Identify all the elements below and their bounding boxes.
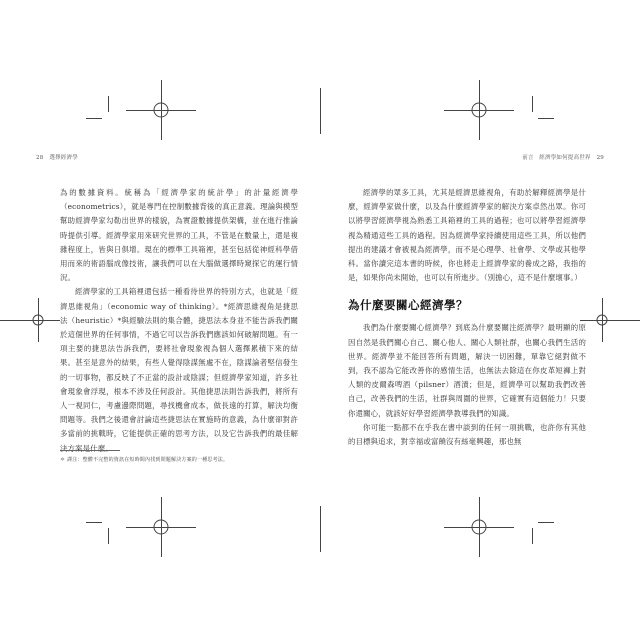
right-page-body <box>348 186 586 449</box>
paragraph: 為的數據資料。統稱為「經濟學家的統計學」的計量經濟學（econometrics），就是專門在控制數據背後的真正意義。理論與模型幫助經濟學家勾勒出世界的樣貌，為實證數據提供架構，並在進行推論時提供引導。經濟學家用來研究世界的工具，不管是在數量上，還是複雜程度上，皆與日俱增。現在的標準工具箱裡，甚至包括從神經科學借用而來的術語腦成像技術，讓我們可以在大腦做選擇時窺探它的運行情況。 <box>60 188 298 283</box>
footnote: ＊ 譯注：整體不完整的資訊在短時間內找到問題解決方案的一種思考法。 <box>60 457 229 463</box>
left-running-header <box>36 153 78 161</box>
right-header-title: 前言 經濟學如何提高世界 <box>522 155 591 161</box>
footnote-divider <box>60 450 120 451</box>
right-running-header <box>522 153 604 161</box>
section-heading: 為什麼要關心經濟學？ <box>348 298 468 313</box>
paragraph: 我們為什麼要關心經濟學？到底為什麼要關注經濟學？最明顯的原因自然是我們關心自己、關心他人、關心人類社群，也關心我們生活的世界。經濟學並不能回答所有問題，解決一切困難，單靠它絕對做不到，我不認為它能改善你的感情生活，也無法去除這在你皮革短褲上對人類的皮爾森啤酒（pilsner）酒漬；但是，經濟學可以幫助我們改善自己，改善我們的生活，社群與周圍的世界，它確實有這個能力！只要你還關心，就該好好學習經濟學教導我們的知識。 <box>348 323 586 418</box>
left-header-title: 選擇經濟學 <box>49 155 78 161</box>
paragraph: 經濟學家的工具箱裡還包括一種看待世界的特別方式，也就是「經濟思維視角」（economic way of thinking）。*經濟思維視角是捷思法（heuristic）*與經驗法則的集合體，捷思法本身並不能告訴我們關於這個世界的任何事情，不過它可以告訴我們應該如何破解問題。有一項主要的捷思法告訴我們，要將社會現象視為個人選擇累積下來的結果。甚至是意外的結果，有些人覺得陰謀無處不在，陰謀論者堅信發生的一切事物，都反映了不正當的設計或陰謀；但經濟學家知道，許多社會現象會浮現，根本不涉及任何設計。其他捷思法則告訴我們，將所有人一視同仁，考慮邊際問題，尋找機會成本，做長遠的打算，解決均衡問題等。我們之後還會討論這些捷思法在實施時的意義，為什麼卻對許多當前的挑戰時，它能提供正確的思考方法，以及它告訴我們的最佳解決方案是什麼。 <box>60 287 298 453</box>
paragraph: 你可能一點都不在乎我在書中談到的任何一項挑戰，也許你有其他的目標與追求，對幸福或富饒沒有絲毫興趣，那也無 <box>348 422 586 447</box>
left-page-number: 28 <box>36 155 44 161</box>
right-page-number: 29 <box>596 155 604 161</box>
left-page-body <box>60 186 298 456</box>
paragraph: 經濟學的眾多工具，尤其是經濟思維視角，有助於解釋經濟學是什麼，經濟學家做什麼，以及為什麼經濟學家的解決方案卓然出眾。你可以將學習經濟學視為熟悉工具箱裡的工具的過程；也可以將學習經濟學視為精通這些工具的過程。因為經濟學家持續使用這些工具，所以他們提出的建議才會被視為經濟學，而不是心理學、社會學、文學或其他學科。當你讀完這本書的時候，你也將走上經濟學家的養成之路，我指的是，如果你尚未開始，也可以有所進步。（別擔心，這不是什麼壞事。） <box>348 188 586 283</box>
